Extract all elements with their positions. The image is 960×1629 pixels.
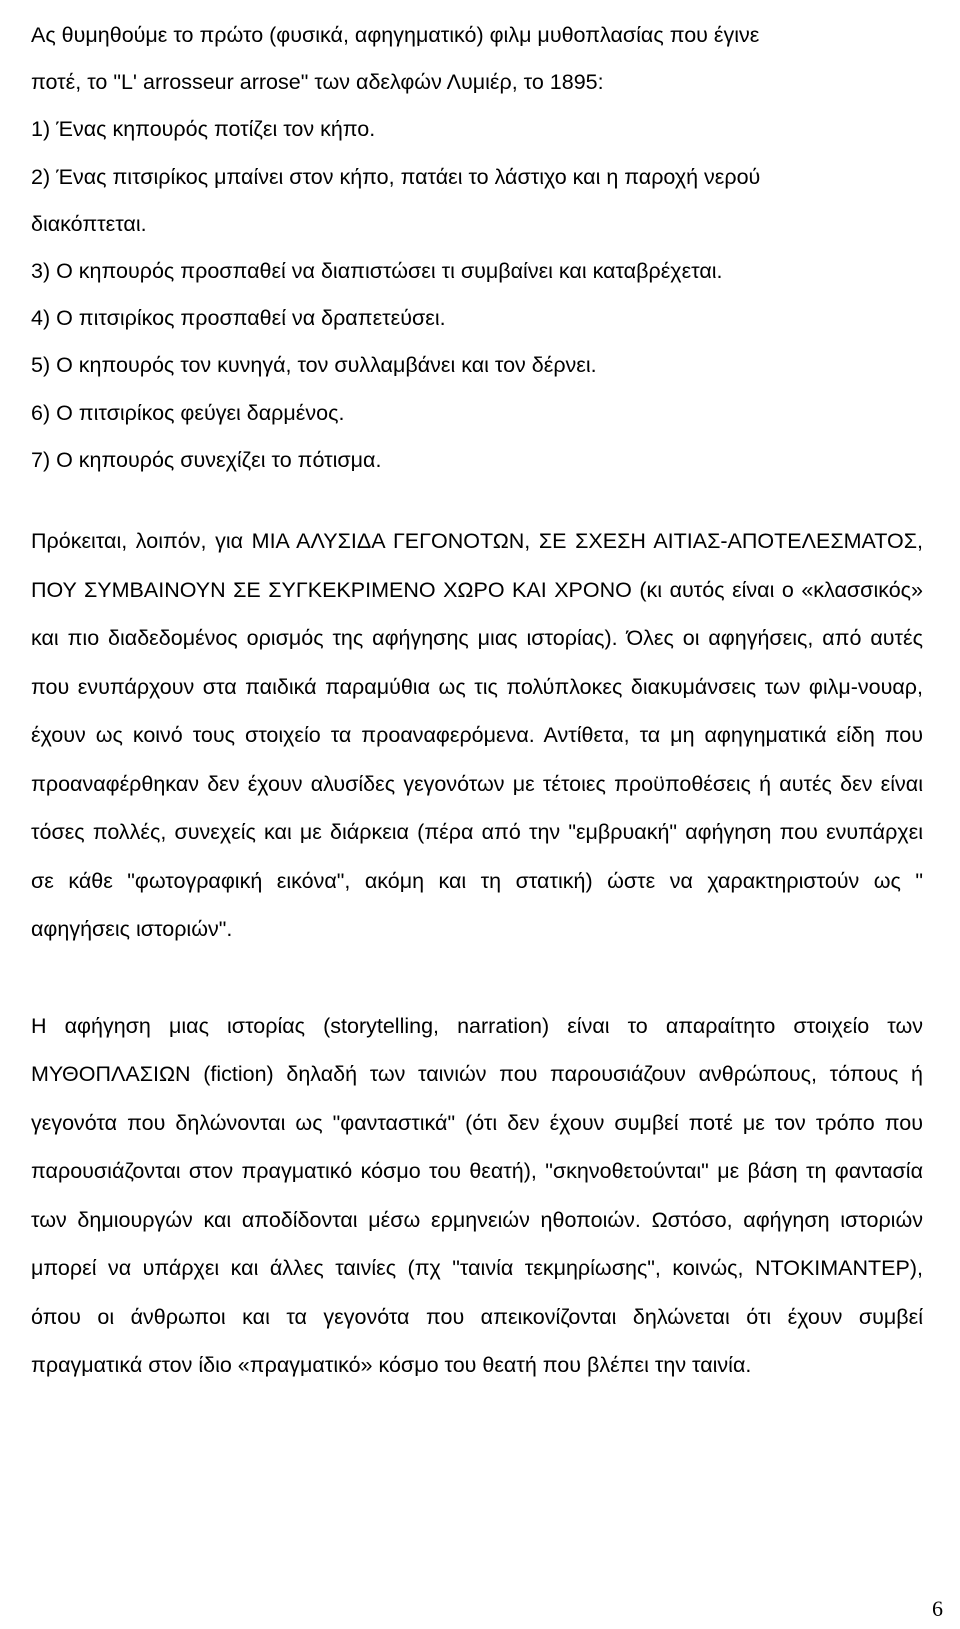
event-list-item: 3) Ο κηπουρός προσπαθεί να διαπιστώσει τι συμβαίνει και καταβρέχεται. bbox=[31, 259, 723, 284]
intro-line: Ας θυμηθούμε το πρώτο (φυσικά, αφηγηματικό) φιλμ μυθοπλασίας που έγινε bbox=[31, 23, 760, 47]
paragraph-storytelling: Η αφήγηση μιας ιστορίας (storytelling, narration) είναι το απαραίτητο στοιχείο των ΜΥΘΟΠΛΑΣΙΩΝ (fiction) δηλαδή των ταινιών που παρουσιάζουν ανθρώπους, τόπους ή γεγονότα που δηλώνονται ως "φανταστικά" (ότι δεν έχουν συμβεί ποτέ με τον τρόπο που παρουσιάζονται στον πραγματικό κόσμο του θεατή), "σκηνοθετούνται" με βάση τη φαντασία των δημιουργών και αποδίδονται μέσω ερμηνειών ηθοποιών. Ωστόσο, αφήγηση ιστοριών μπορεί να υπάρχει και άλλες ταινίες (πχ "ταινία τεκμηρίωσης", κοινώς, ΝΤΟΚΙΜΑΝΤΕΡ), όπου οι άνθρωποι και τα γεγονότα που απεικονίζονται δηλώνεται ότι έχουν συμβεί πραγματικά στον ίδιο «πραγματικό» κόσμο του θεατή που βλέπει την ταινία. bbox=[31, 1013, 923, 1378]
intro-line: ποτέ, το "L' arrosseur arrose" των αδελφών Λυμιέρ, το 1895: bbox=[31, 70, 604, 95]
page-number: 6 bbox=[932, 1596, 943, 1621]
event-list-item: 5) Ο κηπουρός τον κυνηγά, τον συλλαμβάνει και τον δέρνει. bbox=[31, 353, 597, 378]
event-list-item: 4) Ο πιτσιρίκος προσπαθεί να δραπετεύσει. bbox=[31, 306, 446, 331]
event-list-item: 7) Ο κηπουρός συνεχίζει το πότισμα. bbox=[31, 447, 382, 472]
event-list-item: 1) Ένας κηπουρός ποτίζει τον κήπο. bbox=[31, 117, 376, 142]
event-list-item: 6) Ο πιτσιρίκος φεύγει δαρμένος. bbox=[31, 400, 345, 425]
document-page bbox=[31, 12, 923, 1390]
event-list-item-continuation: διακόπτεται. bbox=[31, 211, 147, 236]
event-list-item: 2) Ένας πιτσιρίκος μπαίνει στον κήπο, πατάει το λάστιχο και η παροχή νερού bbox=[31, 164, 761, 189]
paragraph-event-chain: Πρόκειται, λοιπόν, για ΜΙΑ ΑΛΥΣΙΔΑ ΓΕΓΟΝΟΤΩΝ, ΣΕ ΣΧΕΣΗ ΑΙΤΙΑΣ-ΑΠΟΤΕΛΕΣΜΑΤΟΣ, ΠΟΥ ΣΥΜΒΑΙΝΟΥΝ ΣΕ ΣΥΓΚΕΚΡΙΜΕΝΟ ΧΩΡΟ ΚΑΙ ΧΡΟΝΟ (κι αυτός είναι ο «κλασσικός» και πιο διαδεδομένος ορισμός της αφήγησης μιας ιστορίας). Όλες οι αφηγήσεις, από αυτές που ενυπάρχουν στα παιδικά παραμύθια ως τις πολύπλοκες διακυμάνσεις των φιλμ-νουαρ, έχουν ως κοινό τους στοιχείο τα προαναφερόμενα. Αντίθετα, τα μη αφηγηματικά είδη που προαναφέρθηκαν δεν έχουν αλυσίδες γεγονότων με τέτοιες προϋποθέσεις ή αυτές δεν είναι τόσες πολλές, συνεχείς και με διάρκεια (πέρα από την "εμβρυακή" αφήγηση που ενυπάρχει σε κάθε "φωτογραφική εικόνα", ακόμη και τη στατική) ώστε να χαρακτηριστούν ως " αφηγήσεις ιστοριών". bbox=[31, 529, 923, 942]
intro-block bbox=[31, 12, 923, 484]
